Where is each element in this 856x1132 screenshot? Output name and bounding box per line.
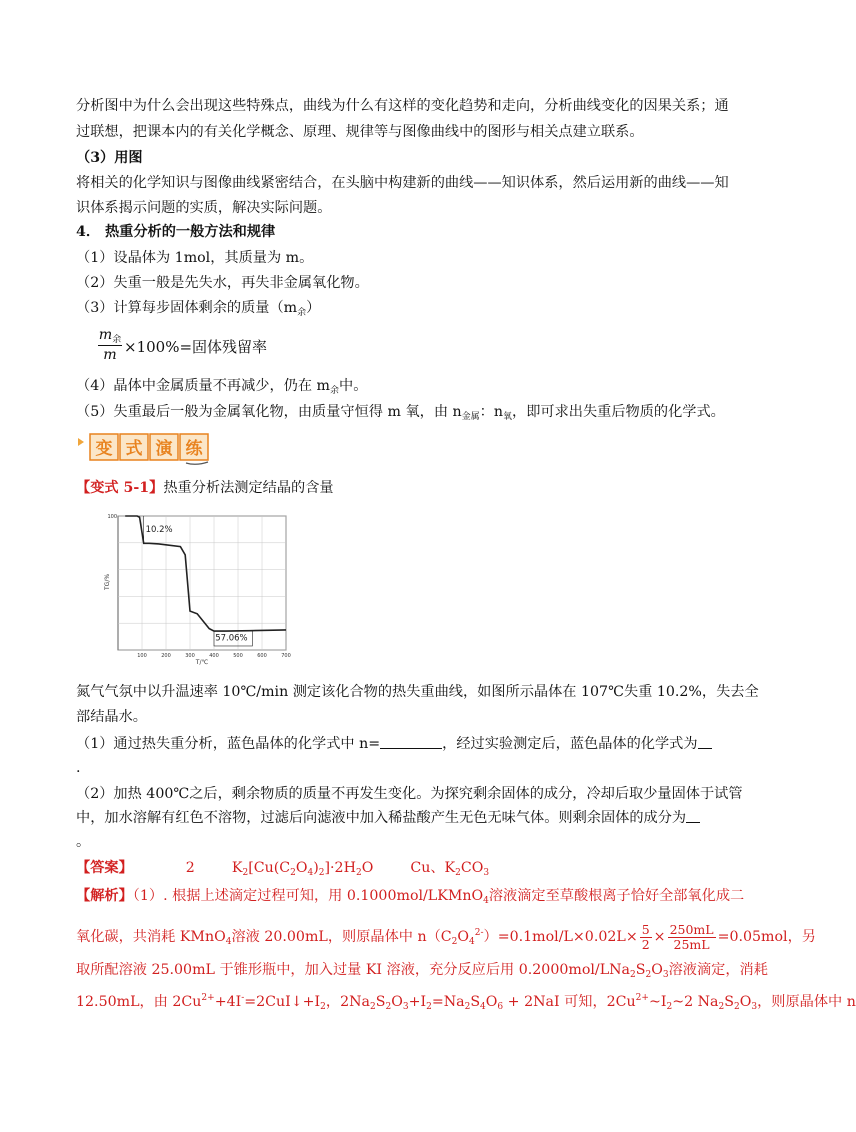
question-2-line-2: 中，加水溶解有红色不溶物，过滤后向滤液中加入稀盐酸产生无色无味气体。则剩余固体的成分为 (76, 808, 700, 828)
formula-numerator: m (98, 327, 113, 343)
x-axis-label: T/℃ (195, 659, 209, 666)
exercise-para-line-1: 氮气气氛中以升温速率 10℃/min 测定该化合物的热失重曲线，如图所示晶体在 107℃失重 10.2%，失去全 (76, 684, 759, 700)
analysis-label: 【解析】 (76, 888, 133, 904)
intro-line-2: 过联想，把课本内的有关化学概念、原理、规律等与图像曲线中的图形与相关点建立联系。 (76, 124, 644, 140)
banner-char-4: 练 (185, 439, 203, 459)
section4-item-1: （1）设晶体为 1mol，其质量为 m。 (76, 250, 314, 266)
intro-line-1: 分析图中为什么会出现这些特殊点，曲线为什么有这样的变化趋势和走向，分析曲线变化的因果关系；通 (76, 98, 729, 114)
banner-char-1: 变 (95, 439, 113, 459)
banner-arrow-icon (78, 438, 84, 446)
analysis-line-3: 取所配溶液 25.00mL 于锥形瓶中，加入过量 KI 溶液，充分反应后用 $0.2000mol/LNa_2S_2O_3$溶液滴定，消耗 (76, 962, 768, 980)
answer-formula: $K_2[Cu(C_2O_4)_2]\cdot 2H_2O$ (231, 860, 374, 878)
fraction-250-25: $\frac{250mL}{25mL}$ (669, 921, 714, 952)
exercise-label: 【变式 5-1】 (76, 480, 164, 496)
section4-item-4: （4）晶体中金属质量不再减少，仍在 $m_余$中。 (76, 378, 368, 396)
practice-banner (76, 430, 216, 466)
section4-item-5: （5）失重最后一般为金属氧化物，由质量守恒得 m 氧，由 $n_{金属}$：$n_氧$，即可求出失重后物质的化学式。 (76, 404, 725, 422)
analysis-line-4: 12.50mL，由 $2Cu^{2+}+4I^-=2CuI↓+I_2$，$2Na_2S_2O_3+I_2=Na_2S_4O_6 + 2NaI$ 可知，$2Cu^{2+}\sim I_2\sim 2$ $Na_2S_2O_3$，则原晶体中 n (76, 993, 856, 1012)
banner-swoosh (186, 462, 208, 464)
section3-line-2: 识体系揭示问题的实质，解决实际问题。 (76, 200, 332, 216)
answer-residue: Cu、$K_2CO_3$ (410, 860, 490, 878)
answer-blank-n[interactable] (380, 735, 442, 749)
fraction-5-2: $\frac{5}{2}$ (641, 921, 650, 952)
exercise-heading (76, 478, 334, 498)
formula-denominator: m (103, 347, 117, 363)
x-tick-label-500: 500 (233, 653, 243, 659)
annotation-57-06: 57.06% (215, 633, 248, 644)
banner-char-3: 演 (155, 439, 173, 459)
section4-item-2: （2）失重一般是先失水，再失非金属氧化物。 (76, 275, 369, 291)
analysis-line-1: 【解析】（1）. 根据上述滴定过程可知，用 0.1000mol/LKMnO$_4$溶液滴定至草酸根离子恰好全部氧化成二 (76, 888, 745, 906)
answer-label: 【答案】 (76, 860, 133, 876)
x-tick-label-700: 700 (281, 653, 291, 659)
section3-heading: （3）用图 (76, 150, 143, 166)
exercise-title: 热重分析法测定结晶的含量 (163, 480, 334, 496)
x-tick-label-200: 200 (161, 653, 171, 659)
question-2-line-1: （2）加热 400℃之后，剩余物质的质量不再发生变化。为探究剩余固体的成分，冷却后取少量固体于试管 (76, 786, 743, 802)
x-tick-label-400: 400 (209, 653, 219, 659)
y-axis-label: TG/% (104, 573, 111, 590)
section4-item-3: （3）计算每步固体剩余的质量$(m_余)$ (76, 300, 321, 318)
section3-line-1: 将相关的化学知识与图像曲线紧密结合，在头脑中构建新的曲线——知识体系，然后运用新的曲线——知 (76, 175, 729, 191)
annotation-10-2: 10.2% (145, 525, 173, 536)
banner-char-2: 式 (125, 439, 143, 459)
answer-line (76, 858, 489, 883)
tg-chart-svg (106, 508, 296, 666)
residue-rate-formula: $m_余$ m ×100%=固体残留率 (98, 327, 268, 363)
analysis-line-2: 氧化碳，共消耗 KMnO$_4$溶液 20.00mL，则原晶体中 $n(C_2O_4^{2-})=0.1mol/L\times 0.02L\times$ $\frac{5}{2}$ × $\frac{250mL}{25mL}$ =0.05mol，另 (76, 921, 816, 952)
question-2-tail: 。 (76, 834, 91, 850)
x-tick-label-600: 600 (257, 653, 267, 659)
y-tick-label-100: 100 (107, 514, 117, 520)
banner-graphic (76, 430, 216, 466)
answer-blank-formula[interactable] (698, 735, 712, 749)
question-1: （1）通过热失重分析，蓝色晶体的化学式中 n= ，经过实验测定后，蓝色晶体的化学式为 (76, 734, 712, 754)
formula-rest: ×100%=固体残留率 (124, 338, 268, 356)
answer-blank-residue[interactable] (686, 809, 700, 823)
exercise-para-line-2: 部结晶水。 (76, 709, 147, 725)
tg-chart (106, 508, 296, 666)
x-tick-label-300: 300 (185, 653, 195, 659)
answer-n-value: 2 (185, 860, 195, 876)
question-1-tail: . (76, 760, 81, 776)
x-tick-label-100: 100 (137, 653, 147, 659)
section4-heading: 4． 热重分析的一般方法和规律 (76, 224, 276, 240)
